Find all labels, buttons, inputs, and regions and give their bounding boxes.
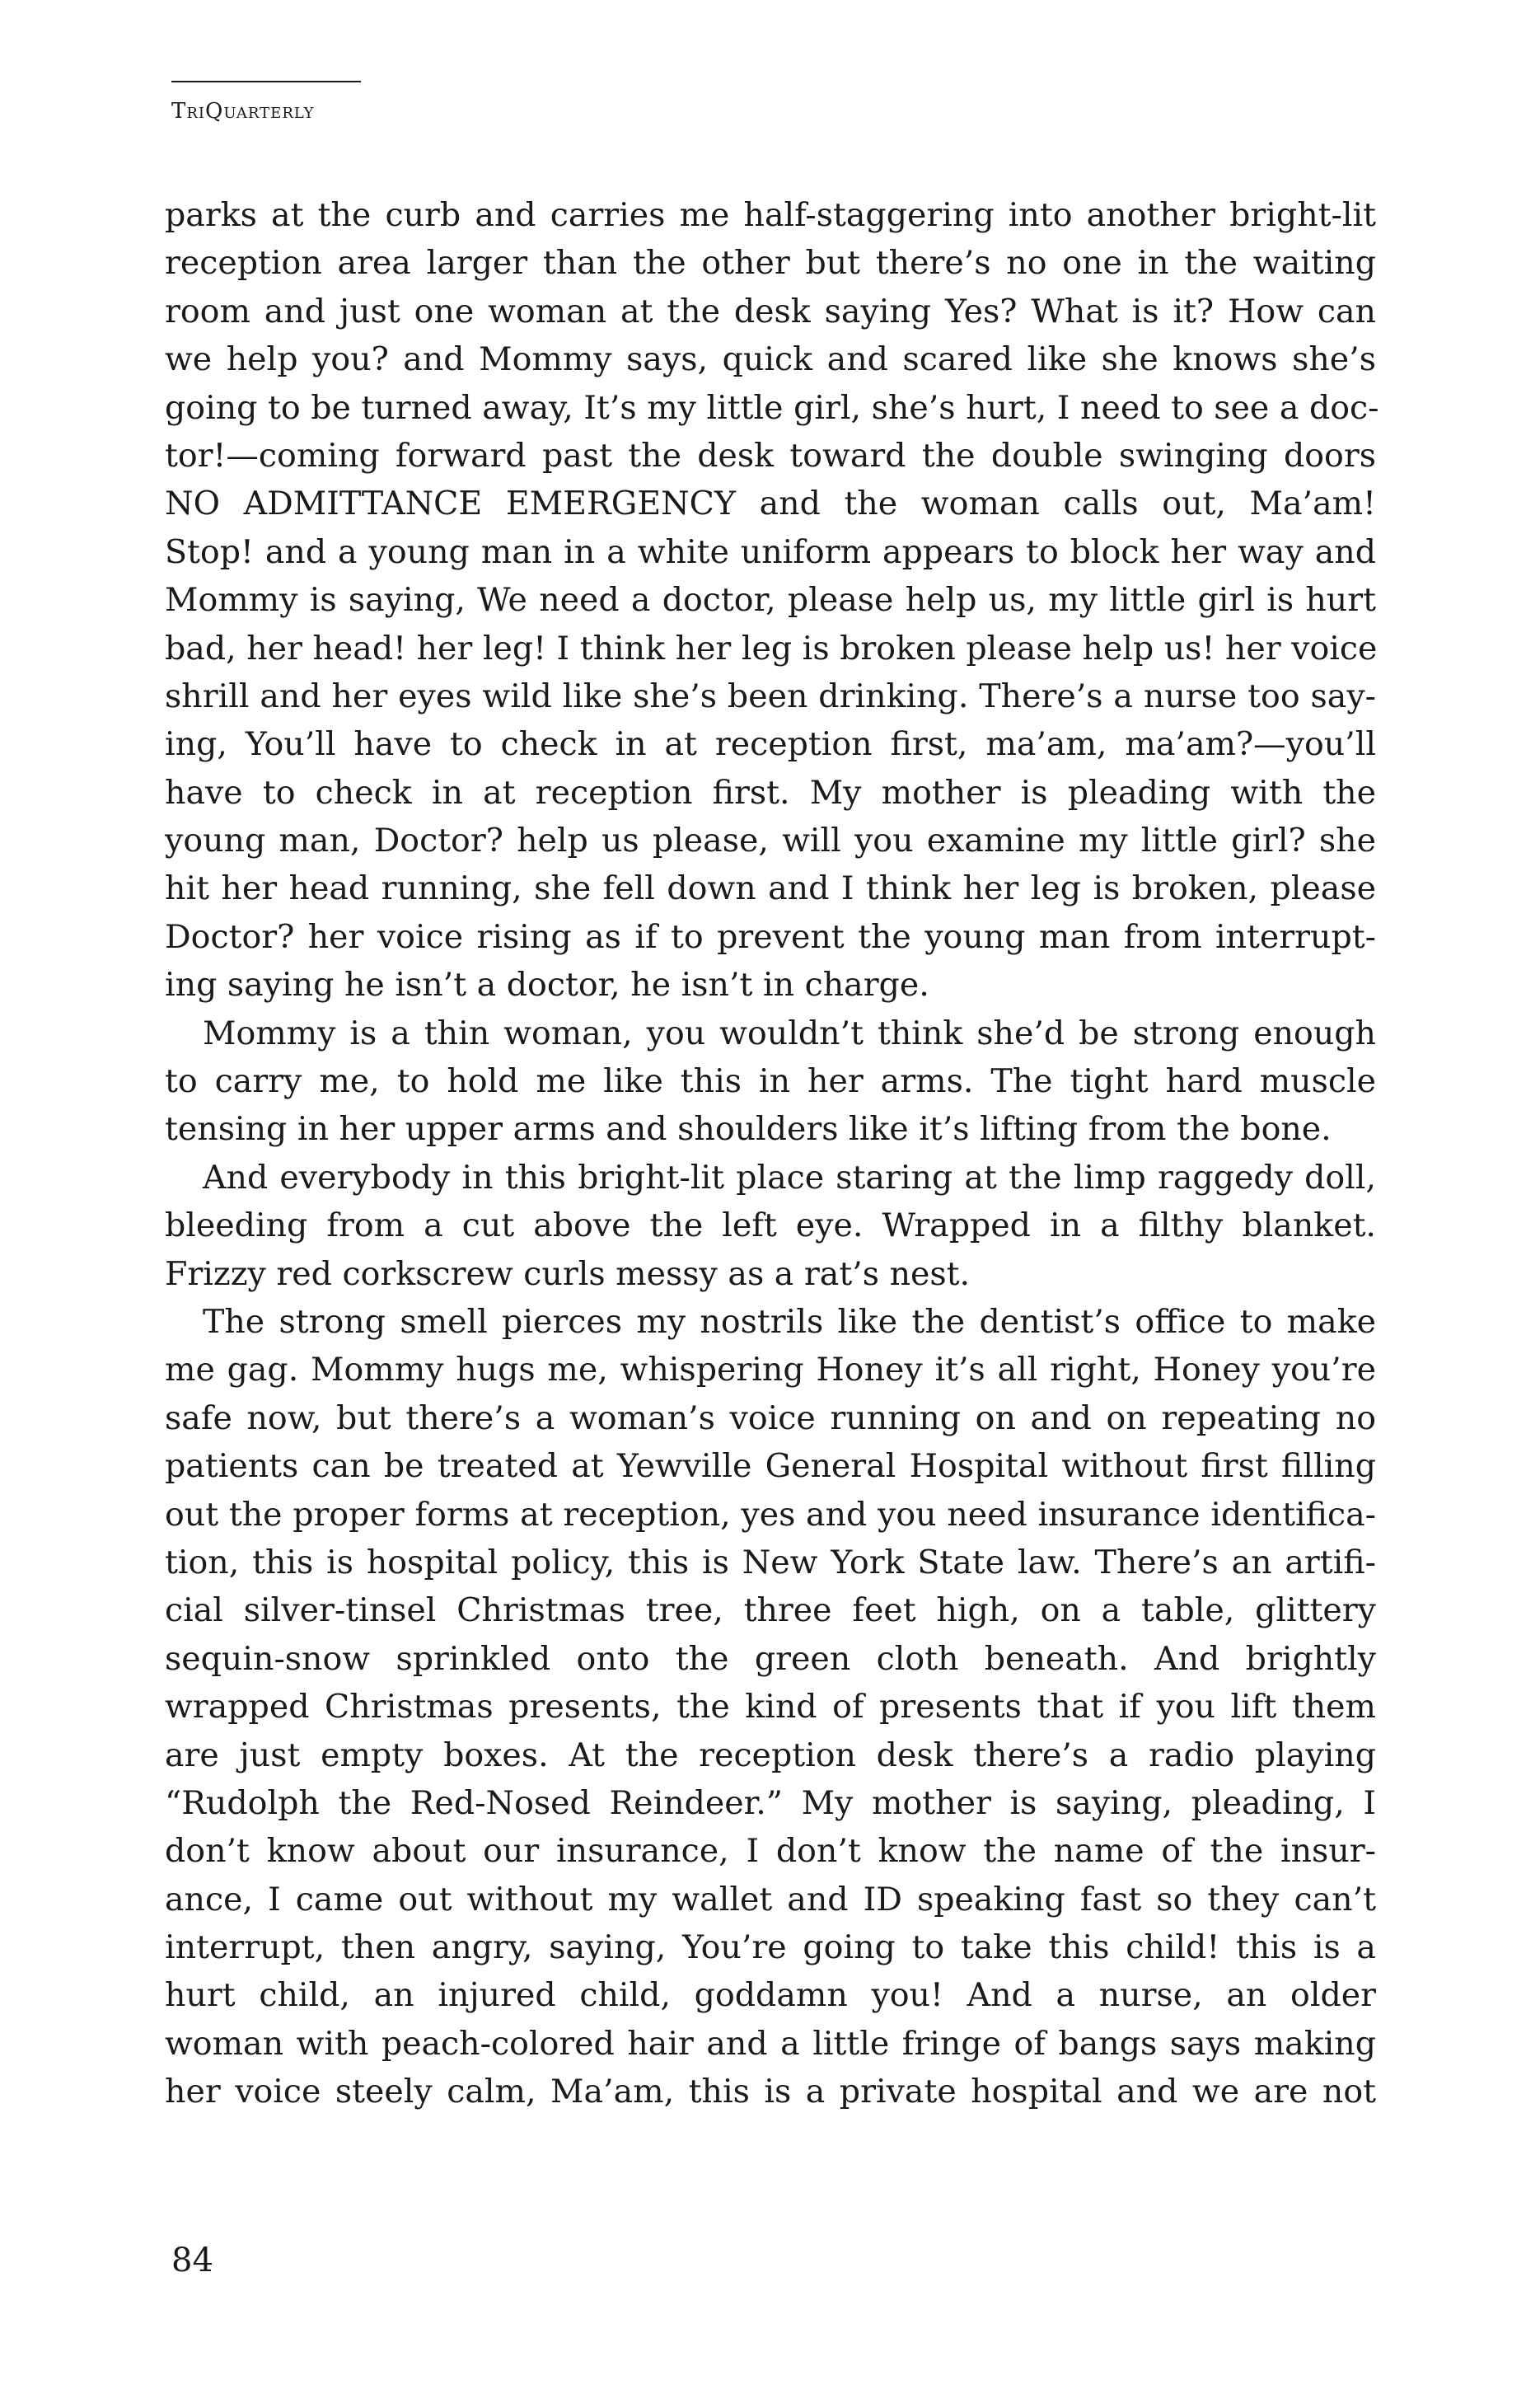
text-line: parks at the curb and carries me half-staggering into another bright-lit [165,196,1376,234]
text-line: patients can be treated at Yewville General Hospital without first filling [165,1447,1376,1486]
text-line: Mommy is saying, We need a doctor, please help us, my little girl is hurt [165,581,1376,620]
text-line: safe now, but there’s a woman’s voice running on and on repeating no [165,1398,1376,1437]
text-line: her voice steely calm, Ma’am, this is a private hospital and we are not [165,2073,1376,2111]
text-line: me gag. Mommy hugs me, whispering Honey it’s all right, Honey you’re [165,1351,1376,1389]
text-line: reception area larger than the other but there’s no one in the waiting [165,244,1376,283]
text-line: “Rudolph the Red-Nosed Reindeer.” My mother is saying, pleading, I [165,1783,1376,1822]
text-line: Stop! and a young man in a white uniform appears to block her way and [165,532,1376,571]
text-line: out the proper forms at reception, yes and you need insurance identifica- [165,1495,1376,1534]
text-line: to carry me, to hold me like this in her arms. The tight hard muscle [165,1062,1376,1101]
text-line: tor!—coming forward past the desk toward the double swinging doors [165,436,1376,475]
text-line: young man, Doctor? help us please, will you examine my little girl? she [165,822,1376,860]
text-line: tensing in her upper arms and shoulders like it’s lifting from the bone. [165,1110,1332,1149]
text-line: bleeding from a cut above the left eye. Wrapped in a filthy blanket. [165,1206,1376,1245]
running-head-title: TriQuarterly [171,99,315,124]
text-line: room and just one woman at the desk saying Yes? What is it? How can [165,292,1376,330]
text-line: we help you? and Mommy says, quick and scared like she knows she’s [165,340,1376,379]
text-line: hurt child, an injured child, goddamn you! And a nurse, an older [165,1976,1376,2015]
text-line: Frizzy red corkscrew curls messy as a rat’s nest. [165,1254,971,1293]
text-line: bad, her head! her leg! I think her leg is broken please help us! her voice [165,629,1378,668]
text-line: ance, I came out without my wallet and ID speaking fast so they can’t [165,1880,1376,1918]
running-head-rule [171,81,361,82]
body-text [165,191,1379,2116]
text-line: don’t know about our insurance, I don’t know the name of the insur- [165,1832,1376,1871]
text-line: The strong smell pierces my nostrils like the dentist’s office to make [203,1302,1376,1341]
text-line: wrapped Christmas presents, the kind of presents that if you lift them [165,1688,1376,1726]
text-line: tion, this is hospital policy, this is New York State law. There’s an artifi- [165,1543,1376,1581]
text-line: shrill and her eyes wild like she’s been drinking. There’s a nurse too say- [165,677,1376,715]
running-head [171,81,361,124]
text-line: sequin-snow sprinkled onto the green cloth beneath. And brightly [165,1639,1376,1678]
text-line: And everybody in this bright-lit place staring at the limp raggedy doll, [203,1158,1376,1197]
text-line: Mommy is a thin woman, you wouldn’t think she’d be strong enough [203,1014,1376,1052]
text-line: hit her head running, she fell down and I think her leg is broken, please [165,869,1376,908]
text-line: cial silver-tinsel Christmas tree, three feet high, on a table, glittery [165,1591,1376,1630]
text-line: going to be turned away, It’s my little girl, she’s hurt, I need to see a doc- [165,388,1379,427]
text-line: ing saying he isn’t a doctor, he isn’t in charge. [165,966,929,1005]
text-line: have to check in at reception first. My mother is pleading with the [165,773,1376,812]
text-line: NO ADMITTANCE EMERGENCY and the woman calls out, Ma’am! [165,485,1376,523]
text-line: are just empty boxes. At the reception desk there’s a radio playing [165,1736,1376,1774]
page-number: 84 [171,2242,213,2279]
text-line: woman with peach-colored hair and a little fringe of bangs says making [165,2024,1376,2063]
text-line: Doctor? her voice rising as if to prevent the young man from interrupt- [165,917,1376,956]
text-line: ing, You’ll have to check in at reception first, ma’am, ma’am?—you’ll [165,725,1376,764]
text-line: interrupt, then angry, saying, You’re going to take this child! this is a [165,1928,1376,1967]
